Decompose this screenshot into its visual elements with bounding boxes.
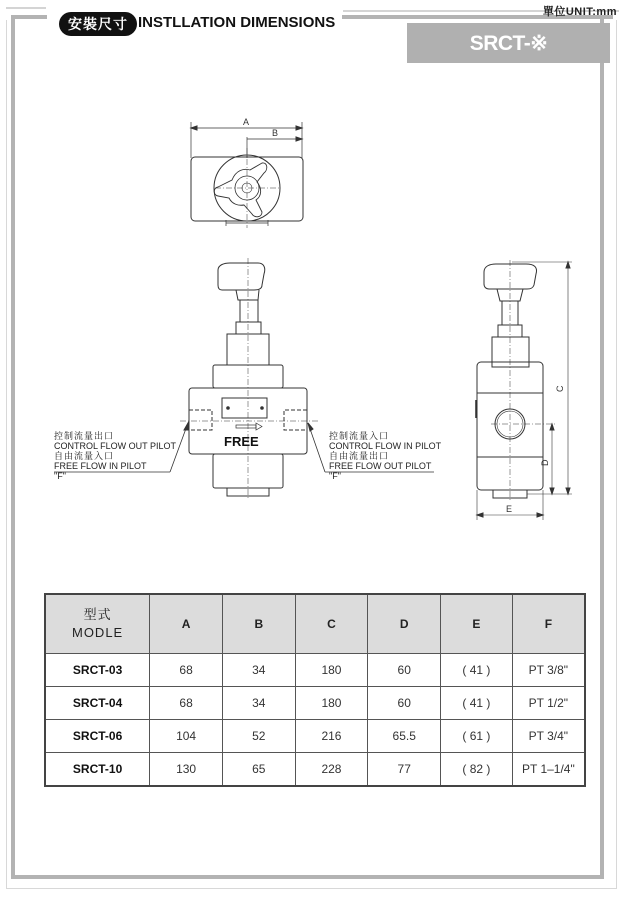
table-row [45, 720, 585, 753]
cell-e: ( 41 ) [441, 687, 513, 720]
column-header-model [45, 594, 150, 654]
dim-b-label: B [272, 128, 279, 138]
section-title-en: INSTLLATION DIMENSIONS [138, 14, 336, 31]
dim-a-label: A [243, 117, 250, 127]
column-header-a: A [150, 594, 223, 654]
cell-e: ( 82 ) [441, 753, 513, 787]
right-port-code: "F" [329, 471, 341, 481]
right-port-zh-1: 控制流量入口 [329, 431, 390, 441]
cell-model: SRCT-06 [45, 720, 150, 753]
left-port-zh-1: 控制流量出口 [54, 431, 115, 441]
table-row [45, 687, 585, 720]
right-port-label [329, 431, 441, 481]
dim-e-label: E [506, 504, 513, 514]
cell-f: PT 3/4" [512, 720, 585, 753]
right-port-en-1: CONTROL FLOW IN PILOT [329, 441, 442, 451]
table-header-row [45, 594, 585, 654]
column-header-d: D [368, 594, 441, 654]
cell-model: SRCT-10 [45, 753, 150, 787]
cell-b: 65 [222, 753, 295, 787]
side-view [476, 260, 572, 520]
model-header-zh: 型式 [83, 607, 112, 622]
cell-e: ( 61 ) [441, 720, 513, 753]
model-header-en: MODLE [71, 625, 124, 640]
left-port-en-2: FREE FLOW IN PILOT [54, 461, 147, 471]
left-port-code: "F" [54, 471, 66, 481]
dimensions-table [44, 593, 586, 787]
left-port-zh-2: 自由流量入口 [54, 451, 115, 461]
cell-b: 34 [222, 687, 295, 720]
cell-model: SRCT-04 [45, 687, 150, 720]
cell-d: 60 [368, 654, 441, 687]
right-port-en-2: FREE FLOW OUT PILOT [329, 461, 432, 471]
model-banner: SRCT-※ [407, 23, 610, 63]
column-header-e: E [441, 594, 513, 654]
cell-a: 68 [150, 654, 223, 687]
cell-a: 68 [150, 687, 223, 720]
cell-f: PT 3/8" [512, 654, 585, 687]
cell-a: 130 [150, 753, 223, 787]
cell-d: 77 [368, 753, 441, 787]
unit-label: 單位UNIT:mm [542, 6, 617, 18]
cell-c: 216 [295, 720, 368, 753]
flow-direction-label: FREE [224, 434, 259, 449]
column-header-c: C [295, 594, 368, 654]
cell-f: PT 1/2" [512, 687, 585, 720]
cell-f: PT 1–1/4" [512, 753, 585, 787]
dim-d-label: D [540, 459, 550, 466]
cell-model: SRCT-03 [45, 654, 150, 687]
right-port-zh-2: 自由流量出口 [329, 451, 390, 461]
column-header-f: F [512, 594, 585, 654]
column-header-b: B [222, 594, 295, 654]
cell-b: 34 [222, 654, 295, 687]
cell-e: ( 41 ) [441, 654, 513, 687]
cell-c: 180 [295, 687, 368, 720]
left-port-en-1: CONTROL FLOW OUT PILOT [54, 441, 177, 451]
cell-c: 180 [295, 654, 368, 687]
table-row [45, 753, 585, 787]
left-port-label [54, 431, 176, 481]
dim-c-label: C [555, 385, 565, 392]
cell-d: 65.5 [368, 720, 441, 753]
cell-b: 52 [222, 720, 295, 753]
table-row [45, 654, 585, 687]
cell-c: 228 [295, 753, 368, 787]
section-title-zh: 安裝尺寸 [59, 12, 137, 36]
top-view [191, 117, 303, 228]
cell-d: 60 [368, 687, 441, 720]
cell-a: 104 [150, 720, 223, 753]
